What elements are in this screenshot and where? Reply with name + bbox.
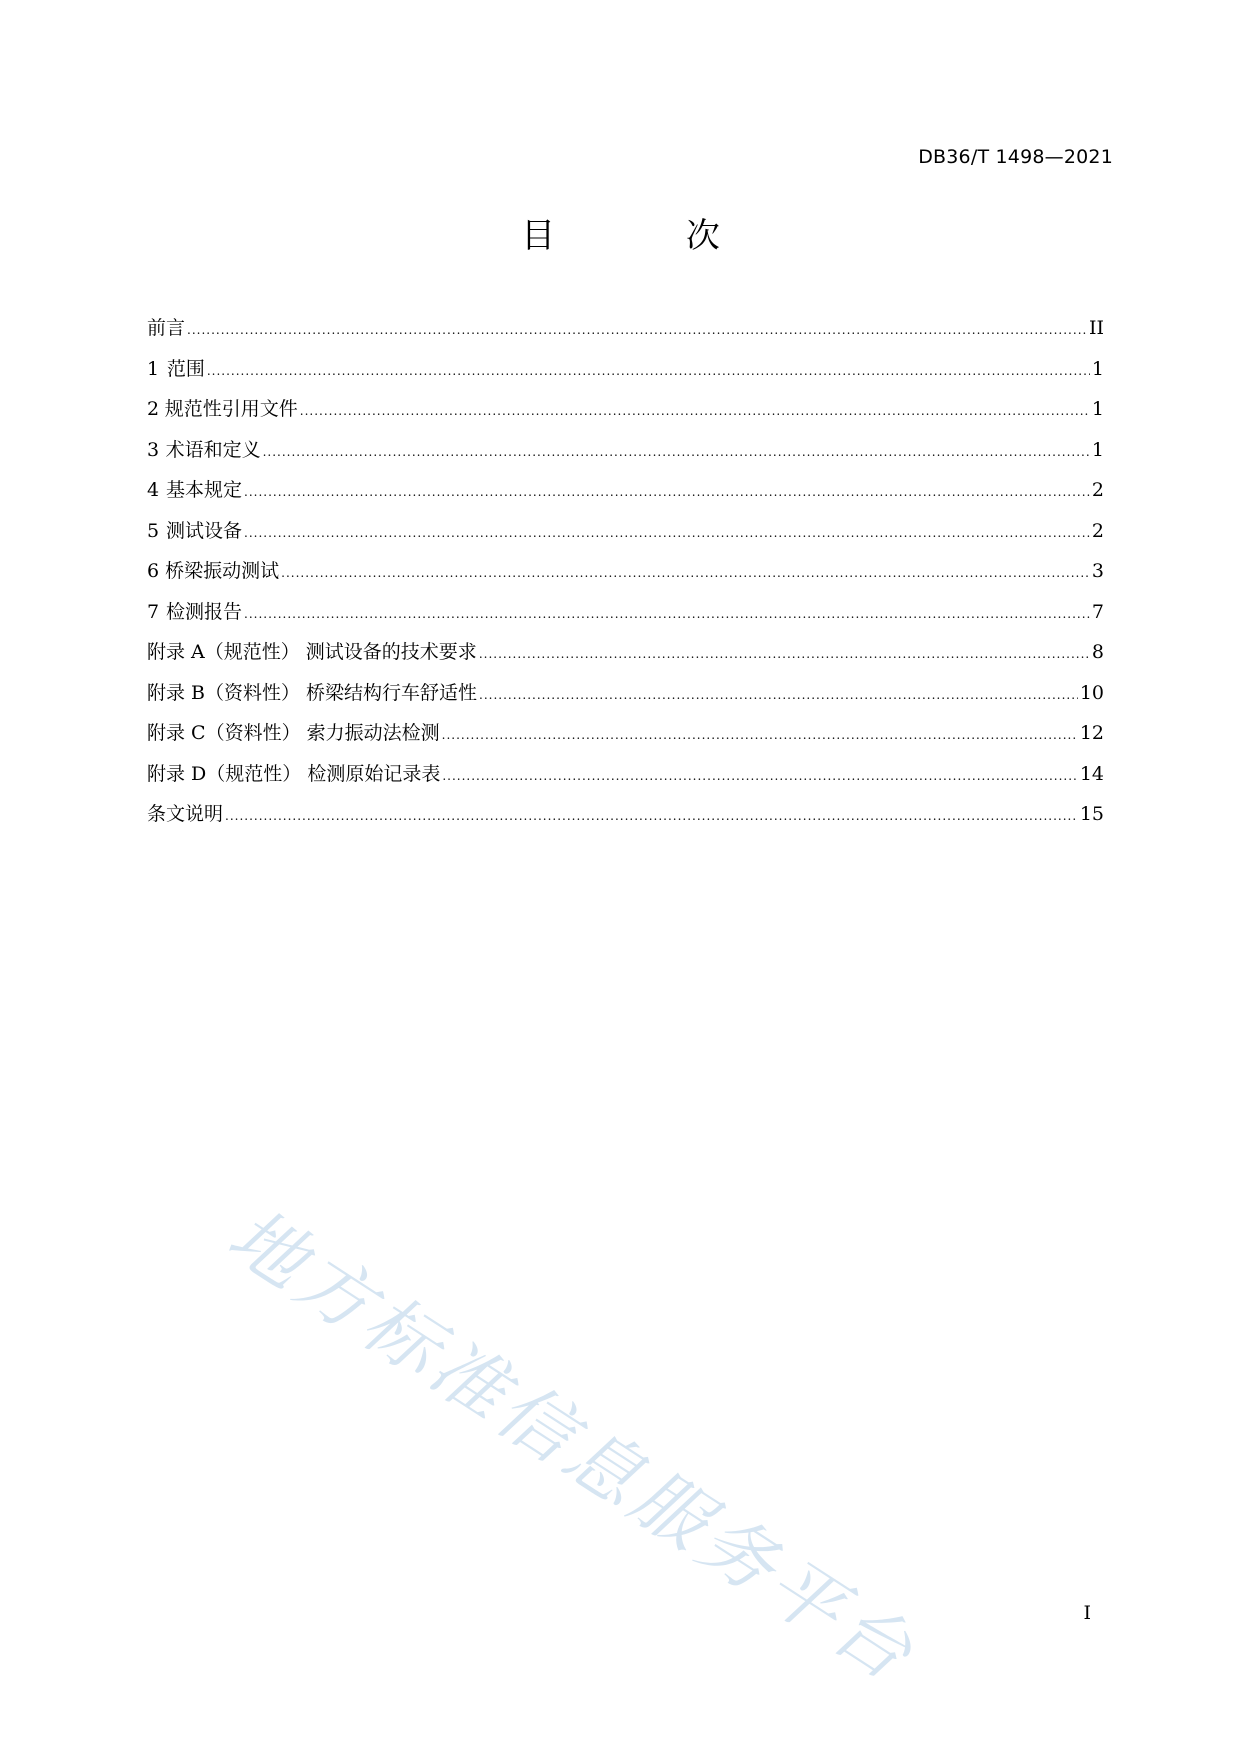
- dot-leader: [244, 520, 1090, 542]
- toc-entry-terms-definitions[interactable]: [147, 435, 1104, 476]
- toc-entry-label: 规范性引用文件: [164, 398, 298, 420]
- toc-entry-page: 2: [1091, 519, 1104, 542]
- dot-leader: [479, 682, 1078, 704]
- toc-entry-label: 基本规定: [166, 479, 243, 501]
- toc-entry-page: 1: [1091, 398, 1104, 420]
- toc-entry-number: 2: [147, 398, 160, 420]
- document-code: DB36/T 1498—2021: [918, 146, 1113, 168]
- toc-entry-scope[interactable]: [147, 354, 1104, 395]
- dot-leader: [187, 317, 1087, 339]
- toc-entry-appendix-b[interactable]: [147, 678, 1104, 719]
- dot-leader: [225, 803, 1078, 825]
- dot-leader: [244, 479, 1090, 501]
- dot-leader: [244, 601, 1090, 623]
- toc-entry-label: 检测报告: [166, 600, 243, 623]
- toc-entry-label: 前言: [147, 317, 186, 339]
- toc-entry-number: 3: [147, 438, 160, 461]
- toc-entry-appendix-d[interactable]: [147, 759, 1104, 800]
- toc-entry-label: 附录 A（规范性） 测试设备的技术要求: [147, 641, 477, 663]
- toc-entry-label: 术语和定义: [165, 438, 261, 461]
- toc-entry-basic-provisions[interactable]: [147, 475, 1104, 516]
- toc-entry-normative-references[interactable]: [147, 394, 1104, 435]
- toc-entry-page: 14: [1079, 762, 1104, 785]
- table-of-contents: [147, 313, 1104, 840]
- dot-leader: [442, 763, 1077, 785]
- toc-entry-explanation[interactable]: [147, 799, 1104, 840]
- toc-entry-label: 附录 B（资料性） 桥梁结构行车舒适性: [147, 681, 478, 704]
- dot-leader: [300, 398, 1090, 420]
- toc-entry-page: 3: [1091, 560, 1104, 582]
- toc-entry-label: 范围: [166, 357, 205, 380]
- toc-entry-label: 附录 C（资料性） 索力振动法检测: [147, 722, 440, 744]
- dot-leader: [442, 722, 1078, 744]
- dot-leader: [281, 560, 1090, 582]
- toc-entry-page: 10: [1079, 681, 1104, 704]
- toc-entry-appendix-c[interactable]: [147, 718, 1104, 759]
- toc-entry-label: 桥梁振动测试: [165, 560, 280, 582]
- page-number: I: [1083, 1602, 1091, 1624]
- toc-entry-number: 6: [147, 560, 160, 582]
- toc-entry-page: 7: [1091, 600, 1104, 623]
- toc-entry-bridge-vibration-test[interactable]: [147, 556, 1104, 597]
- toc-entry-page: 2: [1091, 479, 1104, 501]
- toc-entry-page: 1: [1091, 438, 1104, 461]
- toc-entry-number: 4: [147, 479, 160, 501]
- toc-entry-page: 15: [1079, 803, 1104, 825]
- toc-entry-label: 条文说明: [147, 803, 224, 825]
- toc-entry-page: 1: [1091, 357, 1104, 380]
- dot-leader: [207, 358, 1090, 380]
- toc-entry-number: 1: [147, 357, 160, 380]
- toc-entry-page: II: [1088, 317, 1104, 339]
- toc-entry-label: 测试设备: [166, 519, 243, 542]
- toc-entry-label: 附录 D（规范性） 检测原始记录表: [147, 762, 441, 785]
- toc-entry-number: 5: [147, 519, 160, 542]
- dot-leader: [263, 439, 1090, 461]
- dot-leader: [479, 641, 1090, 663]
- toc-entry-test-equipment[interactable]: [147, 516, 1104, 557]
- toc-entry-number: 7: [147, 600, 160, 623]
- toc-entry-test-report[interactable]: [147, 597, 1104, 638]
- toc-entry-appendix-a[interactable]: [147, 637, 1104, 678]
- toc-entry-page: 12: [1079, 722, 1104, 744]
- page-title: 目 次: [521, 216, 780, 256]
- watermark: 地方标准信息服务平台: [213, 1191, 932, 1700]
- toc-entry-foreword[interactable]: [147, 313, 1104, 354]
- toc-entry-page: 8: [1091, 641, 1104, 663]
